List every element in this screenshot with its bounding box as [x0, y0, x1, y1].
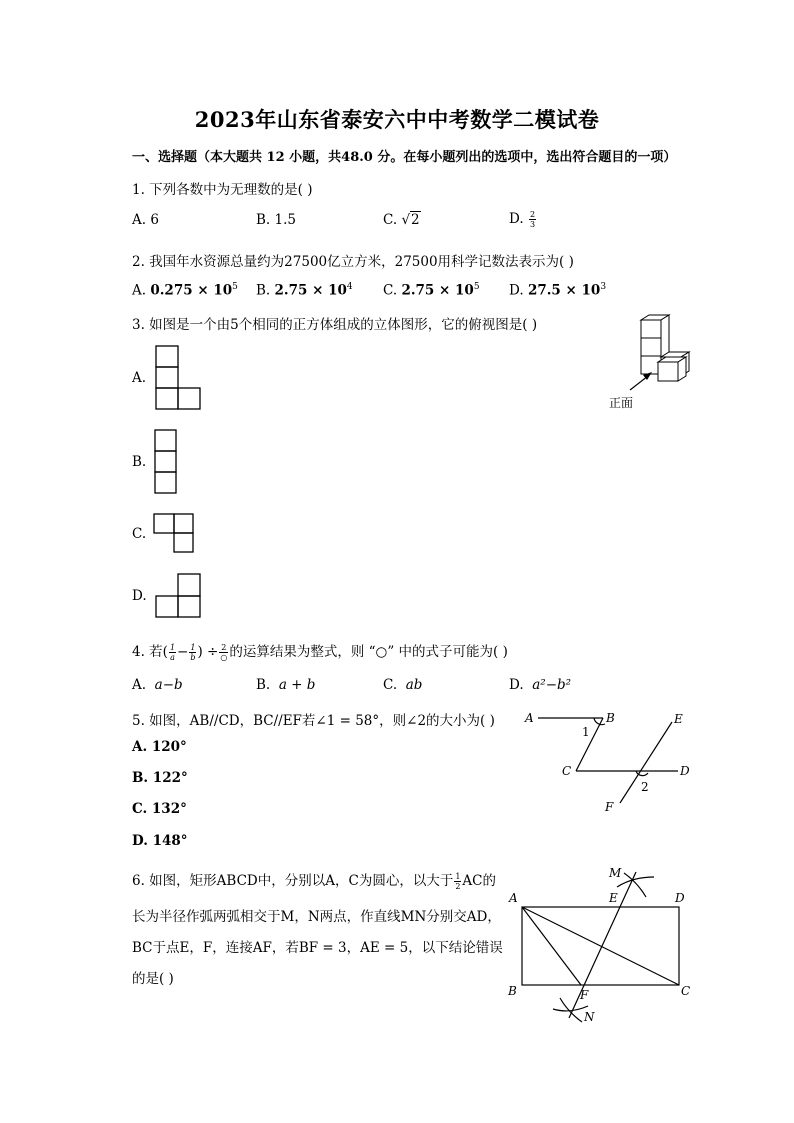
label-f: F: [605, 800, 614, 814]
q6-line-1-pre: 6. 如图，矩形ABCD中，分别以A，C为圆心，以大于: [132, 873, 454, 889]
q4-stem-prefix: 4. 若(: [132, 644, 168, 660]
q1-option-d-num: 2: [529, 210, 536, 219]
arc-m-1: [617, 877, 654, 887]
q6-line-1-post: AC的: [462, 873, 497, 889]
q2-option-c-label: C.: [383, 282, 398, 299]
question-6-line-3: BC于点E，F，连接AF，若BF = 3，AE = 5，以下结论错误: [132, 940, 503, 956]
arc-m-2: [624, 873, 646, 897]
question-5-stem: 5. 如图，AB//CD，BC//EF若∠1 = 58°，则∠2的大小为( ): [132, 713, 495, 729]
q4-frac-1-den: a: [170, 653, 175, 662]
label-angle-1: 1: [582, 725, 590, 739]
question-1-stem: 1. 下列各数中为无理数的是( ): [132, 182, 313, 198]
q4-option-d-label: D.: [509, 677, 524, 693]
q2-option-b-label: B.: [256, 282, 271, 299]
q2-option-a-label: A.: [132, 282, 147, 299]
q4-option-a-label: A.: [132, 677, 147, 693]
label-a: A: [509, 891, 518, 905]
q1-option-a: A. 6: [132, 212, 159, 228]
exam-title: 2023年山东省泰安六中中考数学二模试卷: [194, 107, 600, 132]
q4-stem-suffix: 的运算结果为整式，则 “○” 中的式子可能为( ): [229, 644, 508, 660]
q5-option-b: B. 122°: [132, 770, 188, 786]
question-6-line-4: 的是( ): [132, 971, 174, 987]
arc-n-1: [553, 1006, 588, 1011]
q3-option-d-label: D.: [132, 588, 147, 604]
label-c: C: [681, 984, 691, 998]
sqrt-symbol: √: [401, 212, 411, 228]
label-e: E: [674, 712, 683, 726]
q1-option-b: B. 1.5: [256, 212, 296, 228]
q4-frac-3-den: ○: [220, 653, 228, 662]
label-m: M: [609, 866, 622, 880]
q3-option-b-label: B.: [132, 454, 147, 470]
section-heading: 一、选择题（本大题共 12 小题，共48.0 分。在每小题列出的选项中，选出符合题目的一项）: [132, 150, 677, 165]
arc-n-2: [560, 998, 582, 1022]
q2-option-b-base: 2.75 × 10: [274, 282, 347, 299]
label-f: F: [580, 988, 589, 1002]
label-n: N: [584, 1010, 595, 1024]
label-e: E: [609, 891, 618, 905]
question-6-line-2: 长为半径作弧两弧相交于M，N两点，作直线MN分别交AD，: [132, 909, 501, 925]
q4-minus: −: [177, 644, 189, 660]
q5-option-d: D. 148°: [132, 833, 188, 849]
q4-frac-2-den: b: [190, 653, 196, 662]
q1-option-d-den: 3: [529, 220, 536, 229]
q4-option-d-expr: a²−b²: [532, 677, 572, 693]
q1-option-c-radicand: 2: [411, 212, 420, 228]
q2-option-a-base: 0.275 × 10: [150, 282, 233, 299]
label-d: D: [680, 764, 690, 778]
q3-front-label: 正面: [609, 396, 634, 410]
q2-option-a-exp: 5: [232, 282, 238, 292]
label-c: C: [562, 764, 572, 778]
segment-af: [522, 907, 581, 985]
q3-option-c-label: C.: [132, 526, 147, 542]
q4-frac-3-num: 2: [221, 643, 227, 652]
question-3-stem: 3. 如图是一个由5个相同的正方体组成的立体图形，它的俯视图是( ): [132, 317, 538, 333]
q2-option-d-label: D.: [509, 282, 524, 299]
q4-frac-2-num: 1: [190, 643, 196, 652]
q2-option-c-base: 2.75 × 10: [401, 282, 474, 299]
q6-half-den: 2: [455, 882, 461, 891]
q4-divide: ) ÷: [197, 644, 219, 660]
q2-option-b-exp: 4: [346, 282, 353, 292]
q6-half-num: 1: [455, 872, 461, 881]
label-b: B: [606, 711, 615, 725]
q1-option-d-label: D.: [509, 211, 524, 227]
q3-option-a-label: A.: [132, 370, 147, 386]
q2-option-c-exp: 5: [473, 282, 480, 292]
q4-option-c-label: C.: [383, 677, 398, 693]
label-b: B: [508, 984, 517, 998]
label-angle-2: 2: [641, 780, 649, 794]
q4-option-a-expr: a−b: [154, 677, 183, 693]
q1-option-c-label: C.: [383, 212, 398, 228]
q4-option-c-expr: ab: [405, 677, 423, 693]
q2-option-d-exp: 3: [600, 282, 607, 292]
q5-option-a: A. 120°: [132, 739, 187, 755]
q5-option-c: C. 132°: [132, 801, 187, 817]
q2-option-d-base: 27.5 × 10: [527, 282, 601, 299]
label-a: A: [525, 711, 534, 725]
label-d: D: [675, 891, 685, 905]
q4-option-b-label: B.: [256, 677, 271, 693]
q4-frac-1-num: 1: [169, 643, 176, 652]
q4-option-b-expr: a + b: [278, 677, 316, 693]
question-2-stem: 2. 我国年水资源总量约为27500亿立方米，27500用科学记数法表示为( ): [132, 254, 574, 270]
diagonal-ac: [522, 907, 679, 985]
